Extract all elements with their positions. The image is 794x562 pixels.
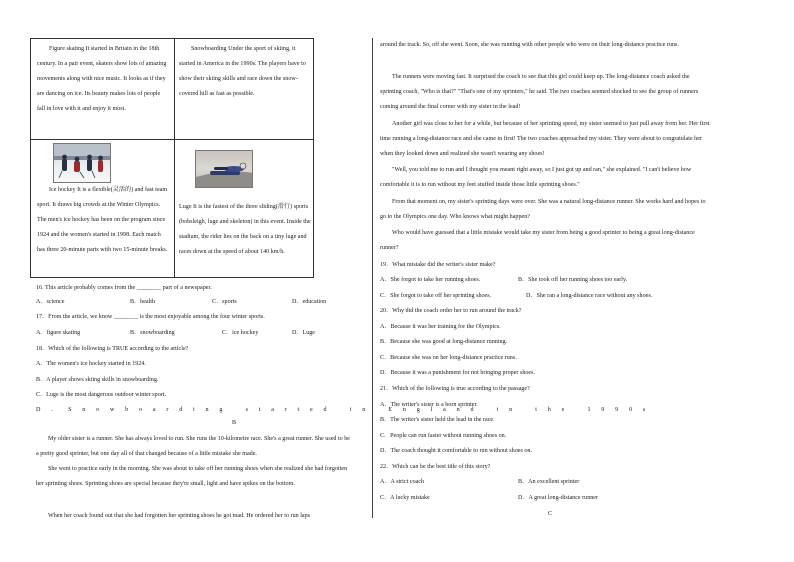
section-b-label: B: [232, 420, 237, 426]
q17-option-b: B．snowboarding: [130, 330, 175, 336]
passage-b-paragraph-5: The runners were moving fast. It surprised the coach to see that this girl could keep up. The long-distance coach asked the sprinting coach, "Who is that?" "That's one of my sprinters," he said. The two coaches seemed shocked to see the group of runners coming around the final corner with my sister in the lead!: [380, 74, 699, 110]
ice-hockey-players-icon: [54, 144, 111, 183]
passage-b-paragraph-7: "Well, you told me to run and I thought you meant right away, so I just got up and ran," she explained. "I can't believe how comfortable it is to run without my feet stuffed inside those little sprinting shoes.": [380, 167, 692, 188]
q19-option-a: A．She forgot to take her running shoes.: [380, 277, 481, 283]
table-vertical-rule: [174, 39, 175, 277]
passage-b-paragraph-4: around the track. So, off she went. Soon, she was running with other people who were on their long-distance practice runs.: [380, 42, 679, 48]
q20-option-d: D．Because it was a punishment for not bringing proper shoes.: [380, 370, 536, 376]
q17-option-d: D．Luge: [292, 330, 316, 336]
section-c-label: C: [548, 511, 553, 517]
q21-option-b: B．The writer's sister held the lead in the race.: [380, 417, 495, 423]
q22-option-a: A．A strict coach: [380, 479, 424, 485]
q20-option-a: A．Because it was her training for the Olympics.: [380, 324, 501, 330]
question-20: 20．Why did the coach order her to run around the track?: [380, 308, 522, 314]
passage-b-paragraph-8: From that moment on, my sister's sprinting days were over. She was a natural long-distance runner. She works hard and hopes to go to the Olympics one day. Who knows what might happen?: [380, 199, 706, 220]
passage-b-paragraph-9: Who would have guessed that a little mistake would take my sister from being a good sprinter to being a great long-distance runner?: [380, 230, 695, 251]
q17-option-c: C．ice hockey: [222, 330, 259, 336]
q19-option-b: B．She took off her running shoes too early.: [518, 277, 628, 283]
question-17: 17．From the article, we know ________ is the most enjoyable among the four winter sports.: [36, 314, 265, 320]
passage-b-paragraph-6: Another girl was close to her for a while, but because of her sprinting speed, my sister seemed to just pull away from her. Her first time running a long-distance race and she came in first! The two coaches approached my sister. They were about to congratulate her when they looked down and realized she wasn't wearing any shoes!: [380, 121, 710, 157]
q16-option-d: D．education: [292, 299, 327, 305]
luge-rider-icon: [196, 151, 253, 188]
q21-option-d: D．The coach thought it comfortable to run without shoes on.: [380, 448, 532, 454]
question-16: 16. This article probably comes from the ________ part of a newspaper.: [36, 285, 212, 291]
q19-option-d: D．She ran a long-distance race without any shoes.: [526, 293, 653, 299]
winter-sports-table: [30, 38, 314, 278]
q18-option-c: C．Luge is the most dangerous outdoor winter sport.: [36, 392, 166, 398]
q17-option-a: A．figure skating: [36, 330, 81, 336]
question-19: 19．What mistake did the writer's sister make?: [380, 262, 496, 268]
q22-option-d: D．A great long-distance runner: [518, 495, 599, 501]
ice-hockey-photo: [53, 143, 111, 183]
q18-option-d: D．Snowboarding started in England in the 1990s: [36, 407, 657, 413]
q19-option-c: C．She forgot to take off her sprinting shoes.: [380, 293, 492, 299]
table-horizontal-rule: [31, 139, 313, 140]
passage-b-paragraph-2: She went to practice early in the morning. She was about to take off her running shoes when she realized she had forgotten her sprinting shoes. Sprinting shoes are special because they're small, light and have spikes on the bottom.: [36, 466, 348, 487]
q18-option-b: B．A player shows skiing skills in snowboarding.: [36, 377, 159, 383]
q20-option-c: C．Because she was on her long-distance practice runs.: [380, 355, 517, 361]
q20-option-b: B．Because she was good at long-distance running.: [380, 339, 508, 345]
question-22: 22．Which can be the best title of this story?: [380, 464, 491, 470]
figure-skating-cell: Figure skating It started in Britain in the 18th century. In a pair event, skaters show lots of amazing movements along with nice music. It looks as if they are dancing on ice. Its beauty makes lots of people fall in love with it and enjoy it most.: [37, 46, 167, 112]
passage-b-paragraph-1: My older sister is a runner. She has always loved to run. She runs the 10-kilometre race. She's a great runner. She used to be a pretty good sprinter, but one day all of that changed because of a little mistake she made.: [36, 436, 350, 457]
ice-hockey-cell: Ice hockey It is a flexible(灵活的) and fast team sport. It draws big crowds at the Winter Olympics. The men's ice hockey has been on the program since 1924 and the women's started in 1998. Each match has three 20-minute parts with two 15-minute breaks.: [37, 187, 168, 253]
column-divider: [372, 38, 373, 518]
luge-cell: Luge It is the fastest of the three sliding(滑行) sports (bobsleigh, luge and skeleton) in this event. Inside the stadium, the rider lies on the back on a tiny luge and races down at the speed of about 140 km/h.: [179, 204, 311, 255]
q22-option-b: B．An excellent sprinter: [518, 479, 580, 485]
q16-option-a: A．science: [36, 299, 65, 305]
snowboarding-cell: Snowboarding Under the sport of skiing, it started in America in the 1990s. The players have to show their skiing skills and race down the snow-covered hill as fast as possible.: [179, 46, 306, 97]
q22-option-c: C．A lucky mistake: [380, 495, 430, 501]
q21-option-c: C．People can run faster without running shoes on.: [380, 433, 507, 439]
q16-option-c: C．sports: [212, 299, 237, 305]
passage-b-paragraph-3: When her coach found out that she had forgotten her sprinting shoes he got mad. He ordered her to run laps: [48, 513, 311, 519]
question-18: 18．Which of the following is TRUE according to the article?: [36, 346, 189, 352]
q21-option-a: A．The writer's sister is a born sprinter.: [380, 402, 478, 408]
q18-option-a: A．The women's ice hockey started in 1924.: [36, 361, 146, 367]
question-21: 21．Which of the following is true according to the passage?: [380, 386, 530, 392]
q16-option-b: B．health: [130, 299, 156, 305]
luge-photo: [195, 150, 253, 188]
